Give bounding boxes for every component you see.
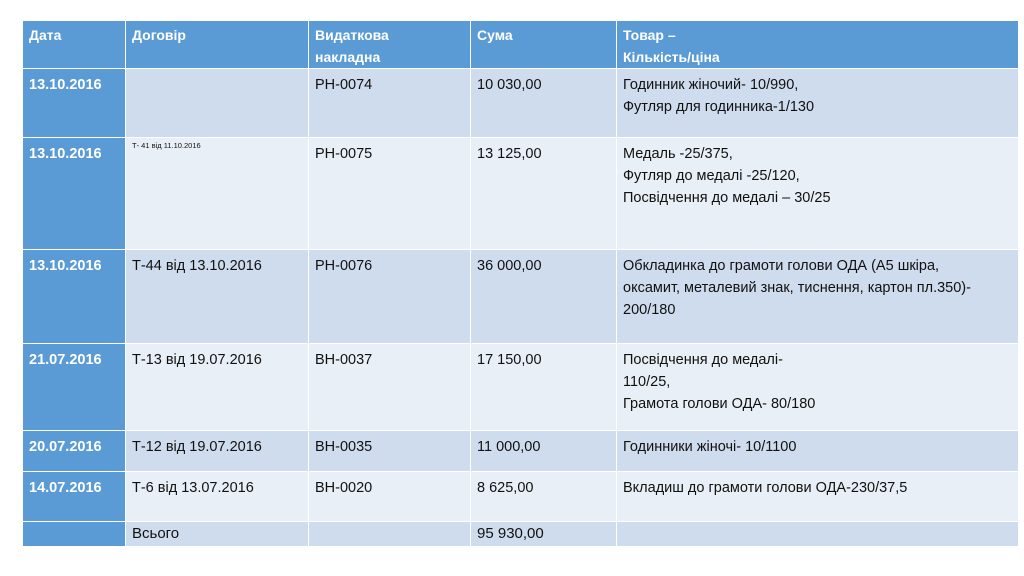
cell-invoice: ВН-0035 [309,431,471,472]
header-contract: Договір [126,21,309,69]
table-row [23,431,1019,472]
goods-line: оксамит, металевий знак, тиснення, картон пл.350)- [623,280,971,296]
header-invoice-line2: накладна [315,49,381,65]
cell-date: 13.10.2016 [23,250,126,344]
cell-goods [617,431,1019,472]
cell-sum: 17 150,00 [471,344,617,431]
cell-contract: Т-6 від 13.07.2016 [126,472,309,522]
cell-contract: Т-13 від 19.07.2016 [126,344,309,431]
goods-line: Посвідчення до медалі- [623,352,783,368]
cell-date: 14.07.2016 [23,472,126,522]
cell-sum: 11 000,00 [471,431,617,472]
table-row [23,138,1019,250]
cell-date: 21.07.2016 [23,344,126,431]
cell-invoice-empty [309,522,471,547]
cell-goods [617,138,1019,250]
header-goods-line2: Кількість/ціна [623,49,720,65]
cell-invoice: ВН-0037 [309,344,471,431]
cell-contract: Т-44 від 13.10.2016 [126,250,309,344]
cell-date-empty [23,522,126,547]
cell-date: 13.10.2016 [23,69,126,138]
cell-sum: 36 000,00 [471,250,617,344]
goods-line: Посвідчення до медалі – 30/25 [623,190,831,206]
goods-line: 200/180 [623,302,676,318]
header-goods [617,21,1019,69]
header-invoice [309,21,471,69]
cell-goods [617,69,1019,138]
goods-line: Медаль -25/375, [623,146,733,162]
table-row [23,69,1019,138]
cell-contract: Т-12 від 19.07.2016 [126,431,309,472]
cell-contract [126,138,309,250]
goods-line: Футляр до медалі -25/120, [623,168,800,184]
table-row [23,250,1019,344]
cell-goods-empty [617,522,1019,547]
goods-line: 110/25, [623,374,671,390]
cell-sum: 13 125,00 [471,138,617,250]
total-sum: 95 930,00 [471,522,617,547]
cell-invoice: РН-0076 [309,250,471,344]
table-header-row [23,21,1019,69]
goods-line: Годинники жіночі- 10/1100 [623,439,797,455]
cell-invoice: ВН-0020 [309,472,471,522]
table-row [23,472,1019,522]
cell-date: 13.10.2016 [23,138,126,250]
goods-line: Вкладиш до грамоти голови ОДА-230/37,5 [623,480,908,496]
header-date: Дата [23,21,126,69]
header-invoice-line1: Видаткова [315,27,389,43]
cell-invoice: РН-0074 [309,69,471,138]
header-goods-line1: Товар – [623,27,676,43]
cell-invoice: РН-0075 [309,138,471,250]
goods-line: Грамота голови ОДА- 80/180 [623,396,816,412]
contract-small-text: Т- 41 від 11.10.2016 [132,141,201,150]
total-label: Всього [126,522,309,547]
goods-line: Годинник жіночий- 10/990, [623,77,799,93]
cell-contract [126,69,309,138]
cell-sum: 8 625,00 [471,472,617,522]
cell-sum: 10 030,00 [471,69,617,138]
goods-line: Футляр для годинника-1/130 [623,99,815,115]
cell-goods [617,344,1019,431]
header-sum: Сума [471,21,617,69]
goods-line: Обкладинка до грамоти голови ОДА (А5 шкіра, [623,258,940,274]
table-row [23,344,1019,431]
invoice-table [22,20,1019,547]
cell-goods [617,250,1019,344]
invoice-table-container [22,20,1018,547]
total-row [23,522,1019,547]
cell-date: 20.07.2016 [23,431,126,472]
cell-goods [617,472,1019,522]
